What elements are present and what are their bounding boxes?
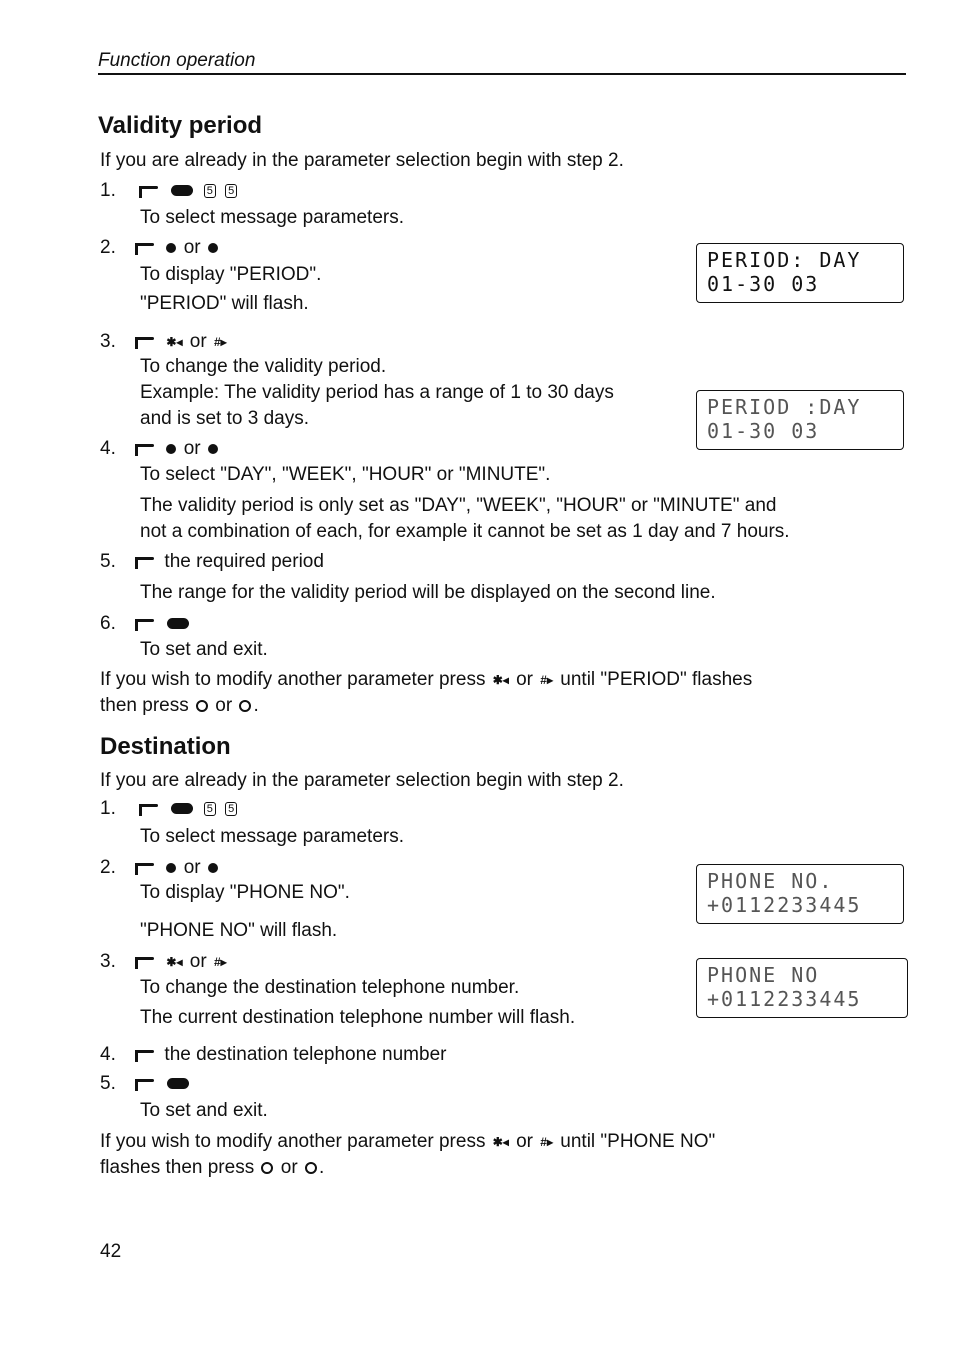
lcd-phone-display <box>696 864 904 924</box>
destination-intro: If you are already in the parameter selection begin with step 2. <box>100 770 624 791</box>
validity-outro-line-1 <box>100 669 752 691</box>
outro-text: . <box>253 695 259 716</box>
lcd-line-2: +0112233445 <box>707 893 862 917</box>
or-label: or <box>189 951 207 972</box>
validity-step-2 <box>100 237 220 259</box>
key-5-icon: 5 <box>204 184 216 198</box>
step-number: 3. <box>100 331 116 352</box>
validity-step-6 <box>100 613 192 635</box>
destination-step-2 <box>100 857 220 879</box>
down-key-icon <box>305 1162 317 1174</box>
lcd-phone-edit <box>696 958 908 1018</box>
step-number: 3. <box>100 951 116 972</box>
validity-step-3-line-1: To change the validity period. <box>140 356 387 377</box>
step-number: 4. <box>100 438 116 459</box>
lcd-period-example <box>696 390 904 450</box>
up-key-icon <box>196 700 208 712</box>
down-key-icon <box>208 863 218 873</box>
validity-intro: If you are already in the parameter selection begin with step 2. <box>100 150 624 171</box>
up-key-icon <box>166 243 176 253</box>
step-number: 1. <box>100 798 116 819</box>
press-hand-icon <box>135 617 159 631</box>
validity-step-4-line-2: The validity period is only set as "DAY", "WEEK", "HOUR" or "MINUTE" and <box>140 495 777 516</box>
validity-step-4-line-1: To select "DAY", "WEEK", "HOUR" or "MINUTE". <box>140 464 551 485</box>
press-hand-icon <box>135 555 159 569</box>
destination-step-3 <box>100 951 229 973</box>
outro-text: then press <box>100 695 189 716</box>
validity-step-5-line-1: The range for the validity period will be displayed on the second line. <box>140 582 716 603</box>
validity-step-1-text: To select message parameters. <box>140 207 405 228</box>
or-label: or <box>516 669 534 690</box>
key-5-icon: 5 <box>225 184 237 198</box>
set-key-icon <box>167 1078 189 1089</box>
page-number: 42 <box>100 1241 122 1262</box>
or-label: or <box>280 1157 298 1178</box>
destination-outro-line-2 <box>100 1157 324 1179</box>
down-key-icon <box>239 700 251 712</box>
header-divider <box>98 73 906 75</box>
destination-step-2-line-2: "PHONE NO" will flash. <box>140 920 338 941</box>
or-label: or <box>183 857 201 878</box>
step-number: 5. <box>100 1073 116 1094</box>
left-star-key-icon: ✱◂ <box>166 334 183 349</box>
outro-text: If you wish to modify another parameter press <box>100 1131 486 1152</box>
up-key-icon <box>166 444 176 454</box>
right-hash-key-icon: #▸ <box>213 334 227 349</box>
step-number: 1. <box>100 180 116 201</box>
left-star-key-icon: ✱◂ <box>492 1134 509 1149</box>
validity-step-2-line-1: To display "PERIOD". <box>140 264 322 285</box>
down-key-icon <box>208 243 218 253</box>
up-key-icon <box>166 863 176 873</box>
lcd-line-1: PHONE NO <box>707 963 820 987</box>
validity-step-3-line-2: Example: The validity period has a range of 1 to 30 days <box>140 382 614 403</box>
outro-text: If you wish to modify another parameter press <box>100 669 486 690</box>
validity-outro-line-2 <box>100 695 259 717</box>
outro-text: flashes then press <box>100 1157 255 1178</box>
or-label: or <box>183 237 201 258</box>
step-number: 6. <box>100 613 116 634</box>
destination-step-5-line-1: To set and exit. <box>140 1100 268 1121</box>
destination-step-3-line-2: The current destination telephone number will flash. <box>140 1007 576 1028</box>
right-hash-key-icon: #▸ <box>540 1134 553 1149</box>
press-hand-icon <box>139 802 163 816</box>
or-label: or <box>189 331 207 352</box>
step-number: 4. <box>100 1044 116 1065</box>
or-label: or <box>215 695 233 716</box>
press-hand-icon <box>139 184 163 198</box>
or-label: or <box>183 438 201 459</box>
destination-step-1-text: To select message parameters. <box>140 826 405 847</box>
left-star-key-icon: ✱◂ <box>166 954 183 969</box>
menu-key-icon <box>171 185 193 196</box>
validity-step-3-line-3: and is set to 3 days. <box>140 408 309 429</box>
validity-step-4 <box>100 438 220 460</box>
lcd-line-1: PHONE NO. <box>707 869 834 893</box>
step-number: 2. <box>100 857 116 878</box>
up-key-icon <box>261 1162 273 1174</box>
press-hand-icon <box>135 1077 159 1091</box>
lcd-line-1: PERIOD: DAY <box>707 248 862 272</box>
validity-title: Validity period <box>98 112 263 139</box>
step-label: the required period <box>164 551 324 572</box>
press-hand-icon <box>135 442 159 456</box>
destination-step-4 <box>100 1044 446 1066</box>
validity-step-5 <box>100 551 324 573</box>
press-hand-icon <box>135 241 159 255</box>
validity-step-4-line-3: not a combination of each, for example it cannot be set as 1 day and 7 hours. <box>140 521 790 542</box>
outro-text: . <box>318 1157 325 1178</box>
press-hand-icon <box>135 335 159 349</box>
lcd-line-1: PERIOD :DAY <box>707 395 862 419</box>
lcd-line-2: +0112233445 <box>707 987 862 1011</box>
destination-step-3-line-1: To change the destination telephone number. <box>140 977 520 998</box>
key-5-icon: 5 <box>204 802 216 816</box>
right-hash-key-icon: #▸ <box>540 672 553 687</box>
lcd-period-display <box>696 243 904 303</box>
press-hand-icon <box>135 861 159 875</box>
menu-key-icon <box>171 803 193 814</box>
left-star-key-icon: ✱◂ <box>492 672 509 687</box>
key-5-icon: 5 <box>225 802 237 816</box>
validity-step-3 <box>100 331 229 353</box>
or-label: or <box>516 1131 534 1152</box>
down-key-icon <box>208 444 218 454</box>
validity-step-2-line-2: "PERIOD" will flash. <box>140 293 309 314</box>
press-hand-icon <box>135 955 159 969</box>
press-hand-icon <box>135 1048 159 1062</box>
section-label: Function operation <box>98 50 256 71</box>
destination-step-1 <box>100 798 239 820</box>
step-label: the destination telephone number <box>164 1044 447 1065</box>
destination-title: Destination <box>100 733 231 760</box>
destination-step-2-line-1: To display "PHONE NO". <box>140 882 350 903</box>
validity-step-1 <box>100 180 239 202</box>
destination-step-5 <box>100 1073 192 1095</box>
outro-text: until "PERIOD" flashes <box>560 669 753 690</box>
lcd-line-2: 01-30 03 <box>707 272 820 296</box>
outro-text: until "PHONE NO" <box>560 1131 716 1152</box>
step-number: 5. <box>100 551 116 572</box>
validity-step-6-line-1: To set and exit. <box>140 639 268 660</box>
set-key-icon <box>167 618 189 629</box>
right-hash-key-icon: #▸ <box>213 954 227 969</box>
step-number: 2. <box>100 237 116 258</box>
destination-outro-line-1 <box>100 1131 715 1153</box>
lcd-line-2: 01-30 03 <box>707 419 820 443</box>
